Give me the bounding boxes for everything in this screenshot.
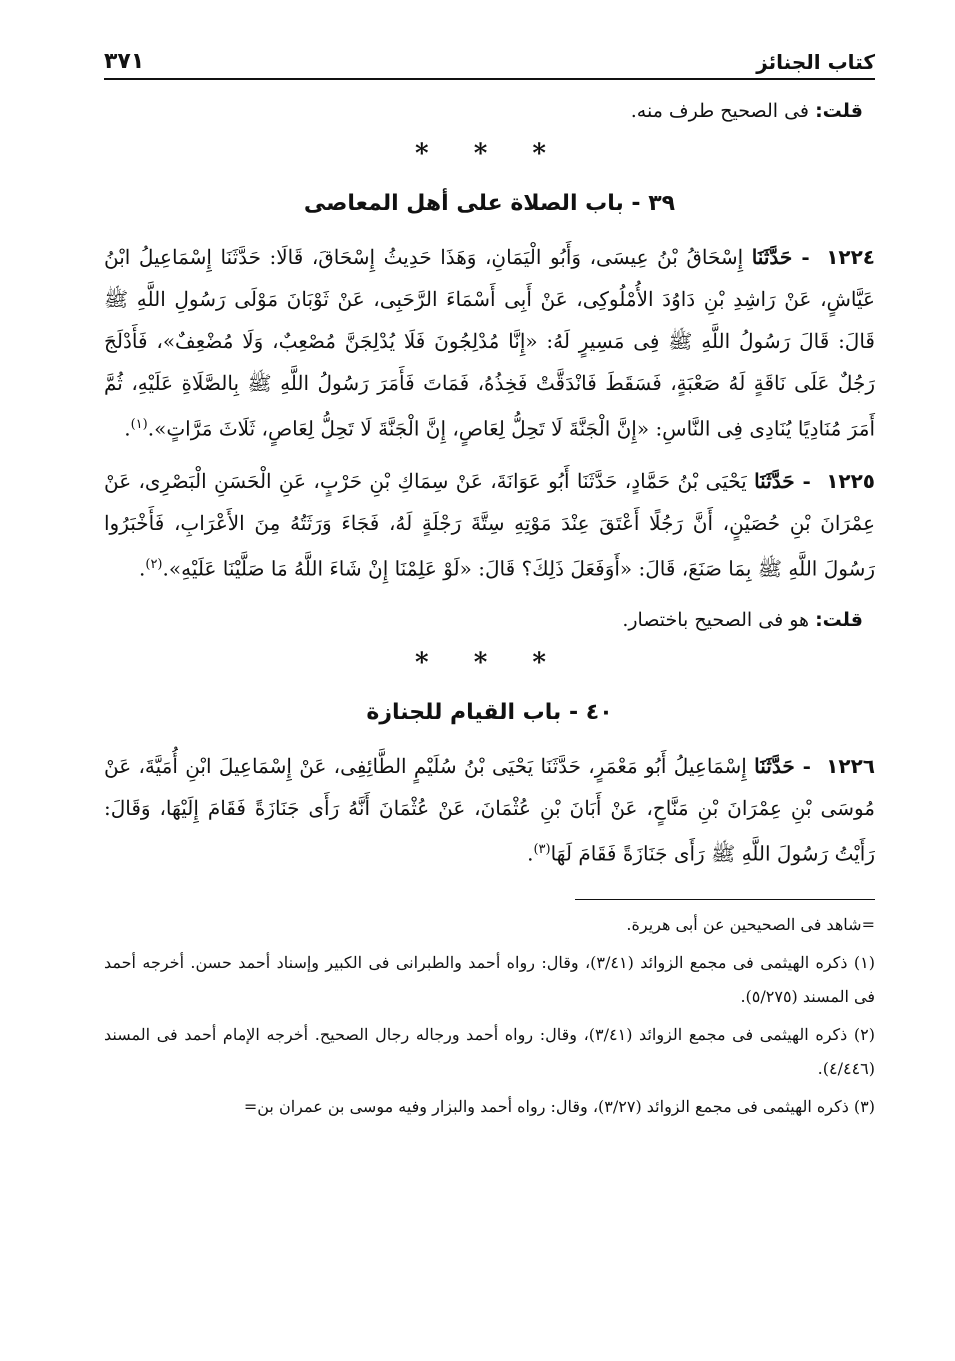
footnote-reference: (٢) [145, 556, 163, 572]
section-separator: * * * [415, 648, 564, 679]
editor-note [104, 94, 863, 128]
footnote-reference: (٣) [533, 842, 551, 858]
chapter-heading: ٣٩ - باب الصلاة على أهل المعاصى [303, 191, 676, 216]
editor-note [104, 603, 863, 637]
footnote-divider [575, 899, 875, 900]
hadith-isnad-marker: - حَدَّثَنَا [754, 468, 811, 493]
chapter-heading: ٤٠ - باب القيام للجنازة [366, 700, 613, 726]
hadith-text: إِسْحَاقُ بْنُ عِيسَى، وَأَبُو الْيَمَانِ، وَهَذَا حَدِيثُ إِسْحَاقَ، قَالَا: حَدَّثَنَا إِسْمَاعِيلُ ابْنُ عَيَّاشٍ، عَنْ رَاشِدِ بْنِ دَاوُدَ الأُمْلُوكِى، عَنْ أَبِى أَسْمَاءَ الرَّحَبِى، عَنْ ثَوْبَانَ مَوْلَى رَسُولِ اللَّهِ ﷺ قَالَ: قَالَ رَسُولُ اللَّهِ ﷺ فِى مَسِيرٍ لَهُ: «إِنَّا مُدْلِجُونَ فَلَا يُدْلِجَنَّ مُصْعِبٌ، وَلَا مُضْعِفٌ»، فَأَدْلَجَ رَجُلٌ عَلَى نَاقَةٍ لَهُ صَعْبَةٍ، فَسَقَطَ فَانْدَقَّتْ فَخِذُهُ، فَمَاتَ فَأَمَرَ رَسُولُ اللَّهِ ﷺ بِالصَّلَاةِ عَلَيْهِ، ثُمَّ أَمَرَ مُنَادِيًا يُنَادِى فِى النَّاسِ: «إِنَّ الْجَنَّةَ لَا تَحِلُّ لِعَاصٍ، إِنَّ الْجَنَّةَ لَا تَحِلُّ لِعَاصٍ، ثَلَاثَ مَرَّاتٍ». [104, 245, 875, 441]
hadith-isnad-marker: - حَدَّثَنَا [754, 754, 811, 779]
hadith-1226: ١٢٢٦ - حَدَّثَنَا إِسْمَاعِيلُ أَبُو مَعْمَرٍ، حَدَّثَنَا يَحْيَى بْنُ سُلَيْمٍ الطَّائِفِى، عَنْ إِسْمَاعِيلَ ابْنِ أُمَيَّةَ، عَنْ مُوسَى بْنِ عِمْرَانَ بْنِ مَنَّاحٍ، عَنْ أَبَانَ بْنِ عُثْمَانَ، عَنْ عُثْمَانَ أَنَّهُ رَأَى جَنَازَةً فَقَامَ إِلَيْهَا، وَقَالَ: رَأَيْتُ رَسُولَ اللَّهِ ﷺ رَأَى جَنَازَةً فَقَامَ لَهَا$^{(٣)}$. [104, 754, 875, 866]
footnotes [104, 908, 875, 1124]
hadith-number: ١٢٢٥ [826, 468, 876, 493]
hadith-isnad-marker: - حَدَّثَنَا [751, 245, 810, 269]
footnote: (٣) ذكره الهيثمى فى مجمع الزوائد (٣/٢٧)، وقال: رواه أحمد والبزار وفيه موسى بن عمران بن= [243, 1096, 875, 1116]
book-title: كتاب الجنائز [756, 50, 875, 74]
footnote-reference: (١) [130, 417, 148, 432]
section-separator: * * * [415, 139, 564, 169]
note-label: قلت: [815, 100, 863, 122]
footnote: (١) ذكره الهيثمى فى مجمع الزوائد (٣/٤١)، وقال: رواه أحمد والطبرانى فى الكبير وإسناد أحمد حسن. أخرجه أحمد فى المسند (٥/٢٧٥). [104, 952, 875, 1006]
note-label: قلت: [815, 609, 863, 632]
footnote: =شاهد فى الصحيحين عن أبى هريرة. [626, 914, 875, 934]
running-header [104, 34, 875, 80]
hadith-number: ١٢٢٤ [826, 245, 876, 269]
hadith-text: يَحْيَى بْنُ حَمَّادٍ، حَدَّثَنَا أَبُو عَوَانَةَ، عَنْ سِمَاكِ بْنِ حَرْبٍ، عَنِ الْحَسَنِ الْبَصْرِى، عَنْ عِمْرَانَ بْنِ حُصَيْنٍ، أَنَّ رَجُلًا أَعْتَقَ عِنْدَ مَوْتِهِ سِتَّةَ رَجْلَةٍ لَهُ، فَجَاءَ وَرَثَتُهُ مِنَ الأَعْرَابِ، فَأَخْبَرُوا رَسُولَ اللَّهِ ﷺ بِمَا صَنَعَ، قَالَ: «أَوَفَعَلَ ذَلِكَ؟ قَالَ: «لَوْ عَلِمْنَا إِنْ شَاءَ اللَّهُ مَا صَلَّيْنَا عَلَيْهِ». [104, 468, 876, 581]
footnote: (٢) ذكره الهيثمى فى مجمع الزوائد (٣/٤١)، وقال: رواه أحمد ورجاله رجال الصحيح. أخرجه الإمام أحمد فى المسند (٤/٤٤٦). [104, 1024, 876, 1078]
hadith-text: إِسْمَاعِيلُ أَبُو مَعْمَرٍ، حَدَّثَنَا يَحْيَى بْنُ سُلَيْمٍ الطَّائِفِى، عَنْ إِسْمَاعِيلَ ابْنِ أُمَيَّةَ، عَنْ مُوسَى بْنِ عِمْرَانَ بْنِ مَنَّاحٍ، عَنْ أَبَانَ بْنِ عُثْمَانَ، عَنْ عُثْمَانَ أَنَّهُ رَأَى جَنَازَةً فَقَامَ إِلَيْهَا، وَقَالَ: رَأَيْتُ رَسُولَ اللَّهِ ﷺ رَأَى جَنَازَةً فَقَامَ لَهَا [104, 754, 875, 866]
note-text: فى الصحيح طرف منه. [630, 100, 810, 122]
page-number: ٣٧١ [104, 49, 145, 74]
hadith-1225: ١٢٢٥ - حَدَّثَنَا يَحْيَى بْنُ حَمَّادٍ، حَدَّثَنَا أَبُو عَوَانَةَ، عَنْ سِمَاكِ بْنِ حَرْبٍ، عَنِ الْحَسَنِ الْبَصْرِى، عَنْ عِمْرَانَ بْنِ حُصَيْنٍ، أَنَّ رَجُلًا أَعْتَقَ عِنْدَ مَوْتِهِ سِتَّةَ رَجْلَةٍ لَهُ، فَجَاءَ وَرَثَتُهُ مِنَ الأَعْرَابِ، فَأَخْبَرُوا رَسُولَ اللَّهِ ﷺ بِمَا صَنَعَ، قَالَ: «أَوَفَعَلَ ذَلِكَ؟ قَالَ: «لَوْ عَلِمْنَا إِنْ شَاءَ اللَّهُ مَا صَلَّيْنَا عَلَيْهِ».$^{(٢)}$. [104, 468, 876, 581]
hadith-1224: ١٢٢٤ - حَدَّثَنَا إِسْحَاقُ بْنُ عِيسَى، وَأَبُو الْيَمَانِ، وَهَذَا حَدِيثُ إِسْحَاقَ، قَالَا: حَدَّثَنَا إِسْمَاعِيلُ ابْنُ عَيَّاشٍ، عَنْ رَاشِدِ بْنِ دَاوُدَ الأُمْلُوكِى، عَنْ أَبِى أَسْمَاءَ الرَّحَبِى، عَنْ ثَوْبَانَ مَوْلَى رَسُولِ اللَّهِ ﷺ قَالَ: قَالَ رَسُولُ اللَّهِ ﷺ فِى مَسِيرٍ لَهُ: «إِنَّا مُدْلِجُونَ فَلَا يُدْلِجَنَّ مُصْعِبٌ، وَلَا مُضْعِفٌ»، فَأَدْلَجَ رَجُلٌ عَلَى نَاقَةٍ لَهُ صَعْبَةٍ، فَسَقَطَ فَانْدَقَّتْ فَخِذُهُ، فَمَاتَ فَأَمَرَ رَسُولُ اللَّهِ ﷺ بِالصَّلَاةِ عَلَيْهِ، ثُمَّ أَمَرَ مُنَادِيًا يُنَادِى فِى النَّاسِ: «إِنَّ الْجَنَّةَ لَا تَحِلُّ لِعَاصٍ، إِنَّ الْجَنَّةَ لَا تَحِلُّ لِعَاصٍ، ثَلَاثَ مَرَّاتٍ».$^{(١)}$. [104, 245, 876, 441]
note-text: هو فى الصحيح باختصار. [622, 609, 810, 632]
hadith-number: ١٢٢٦ [826, 754, 875, 779]
